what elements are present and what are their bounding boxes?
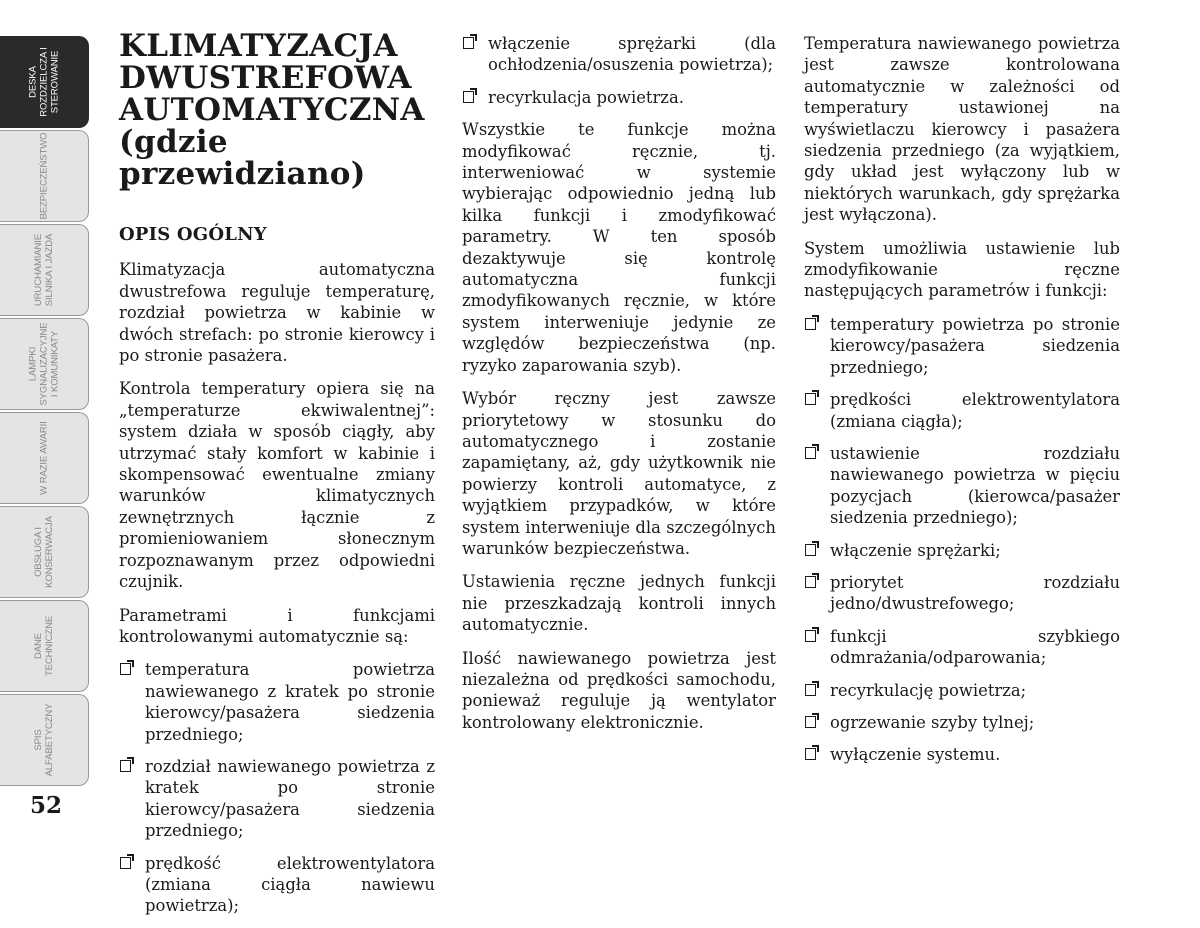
list-item: [804, 314, 1120, 378]
bullet-list: [462, 33, 776, 108]
tab-label: BEZPIECZEŃSTWO: [38, 132, 50, 220]
checkbox-bullet-icon: [805, 630, 816, 642]
list-item-text: temperatura powietrza nawiewanego z kratek po stronie kierowcy/pasażera siedzenia przedniego;: [145, 660, 435, 744]
list-item: [804, 443, 1120, 529]
checkbox-bullet-icon: [805, 684, 816, 696]
list-item-text: rozdział nawiewanego powietrza z kratek po stronie kierowcy/pasażera siedzenia przedniego;: [145, 756, 435, 841]
paragraph: Klimatyzacja automatyczna dwustrefowa reguluje temperaturę, rozdział powietrza w kabinie w dwóch strefach: po stronie kierowcy i po stronie pasażera.: [119, 260, 435, 366]
list-item: [804, 572, 1120, 615]
list-item-text: recyrkulację powietrza;: [830, 680, 1027, 700]
paragraph: Temperatura nawiewanego powietrza jest zawsze kontrolowana automatycznie w zależności od temperatury ustawionej na wyświetlaczu kierowcy i pasażera siedzenia przedniego (za wyjątkiem, gdy układ jest wyłączony lub w niektórych warunkach, gdy sprężarka jest wyłączona).: [804, 34, 1120, 225]
section-heading: OPIS OGÓLNY: [119, 224, 267, 245]
tab-awarii[interactable]: [0, 412, 89, 504]
list-item-text: włączenie sprężarki (dla ochłodzenia/osuszenia powietrza);: [488, 34, 776, 75]
tab-label: DANE TECHNICZNE: [33, 615, 55, 677]
tab-label: SPIS ALFABETYCZNY: [33, 703, 55, 777]
tab-deska-rozdzielcza[interactable]: [0, 36, 89, 128]
list-item-text: funkcji szybkiego odmrażania/odparowania;: [830, 626, 1120, 668]
checkbox-bullet-icon: [805, 748, 816, 760]
checkbox-bullet-icon: [120, 760, 131, 772]
checkbox-bullet-icon: [805, 393, 816, 405]
tab-label: W RAZIE AWARII: [38, 421, 50, 495]
checkbox-bullet-icon: [805, 544, 816, 556]
list-item-text: priorytet rozdziału jedno/dwustrefowego;: [830, 572, 1120, 614]
checkbox-bullet-icon: [463, 91, 474, 103]
bullet-list: [804, 314, 1120, 766]
tab-obsluga[interactable]: [0, 506, 89, 598]
list-item: [119, 756, 435, 842]
list-item: [804, 744, 1120, 765]
checkbox-bullet-icon: [805, 716, 816, 728]
tab-uruchamianie[interactable]: [0, 224, 89, 316]
title-line: DWUSTREFOWA: [119, 60, 412, 96]
list-item-text: włączenie sprężarki;: [830, 540, 1001, 560]
tab-label: URUCHAMIANIE SILNIKA I JAZDA: [33, 233, 55, 307]
list-item-text: ustawienie rozdziału nawiewanego powietrza w pięciu pozycjach (kierowca/pasażer siedzenia przedniego);: [830, 443, 1120, 528]
paragraph: Kontrola temperatury opiera się na „temperaturze ekwiwalentnej”: system działa w sposób ciągły, aby utrzymać stały komfort w kabinie i skompensować ewentualne zmiany warunków klimatycznych zewnętrznych łącznie z promieniowaniem słonecznym rozpoznawanym przez odpowiedni czujnik.: [119, 379, 435, 592]
list-item: [119, 659, 435, 745]
column-1: [119, 30, 435, 928]
list-item-text: temperatury powietrza po stronie kierowcy/pasażera siedzenia przedniego;: [830, 314, 1120, 377]
column-2: [462, 33, 776, 745]
list-item-text: ogrzewanie szyby tylnej;: [830, 712, 1035, 732]
tab-bezpieczenstwo[interactable]: [0, 130, 89, 222]
checkbox-bullet-icon: [120, 663, 131, 675]
list-item: [804, 680, 1120, 701]
list-item: [462, 87, 776, 108]
list-item: [804, 712, 1120, 733]
checkbox-bullet-icon: [120, 857, 131, 869]
title-line: (gdzie przewidziano): [119, 124, 366, 192]
page-title: [119, 30, 435, 190]
paragraph: Ilość nawiewanego powietrza jest niezależna od prędkości samochodu, ponieważ reguluje ją wentylator kontrolowany elektronicznie.: [462, 648, 776, 732]
tab-label: LAMPKI SYGNALIZACYJNE I KOMUNIKATY: [27, 322, 61, 406]
list-item-text: prędkości elektrowentylatora (zmiana ciągła);: [830, 390, 1120, 431]
paragraph: Ustawienia ręczne jednych funkcji nie przeszkadzają kontroli innych automatycznie.: [462, 572, 776, 635]
list-item: [462, 33, 776, 76]
list-item: [804, 540, 1120, 561]
title-line: KLIMATYZACJA: [119, 28, 398, 64]
bullet-list: [119, 659, 435, 916]
column-3: [804, 33, 1120, 777]
list-item: [804, 626, 1120, 669]
checkbox-bullet-icon: [805, 447, 816, 459]
paragraph: Parametrami i funkcjami kontrolowanymi automatycznie są:: [119, 605, 435, 646]
list-item-text: wyłączenie systemu.: [830, 745, 1001, 765]
tab-dane-techniczne[interactable]: [0, 600, 89, 692]
tab-spis[interactable]: [0, 694, 89, 786]
page-number: 52: [30, 792, 63, 819]
list-item-text: prędkość elektrowentylatora (zmiana ciągła nawiewu powietrza);: [145, 853, 435, 916]
checkbox-bullet-icon: [463, 37, 474, 49]
list-item: [119, 853, 435, 917]
tab-label: OBSŁUGA I KONSERWACJA: [33, 516, 55, 588]
tab-lampki[interactable]: [0, 318, 89, 410]
paragraph: System umożliwia ustawienie lub zmodyfikowanie ręczne następujących parametrów i funkcji:: [804, 238, 1120, 301]
checkbox-bullet-icon: [805, 576, 816, 588]
tab-label: DESKA ROZDZIELCZA I STEROWANIE: [27, 47, 61, 117]
list-item-text: recyrkulacja powietrza.: [488, 87, 684, 107]
title-line: AUTOMATYCZNA: [119, 92, 425, 128]
list-item: [804, 389, 1120, 432]
paragraph: Wszystkie te funkcje można modyfikować ręcznie, tj. interweniować w systemie wybierając odpowiednio jedną lub kilka funkcji i zmodyfikować parametry. W ten sposób dezaktywuje się kontrolę automatyczna funkcji zmodyfikowanych ręcznie, w które system interweniuje jedynie ze względów bezpieczeństwa (np. ryzyko zaparowania szyb).: [462, 120, 776, 375]
paragraph: Wybór ręczny jest zawsze priorytetowy w stosunku do automatycznego i zostanie zapamiętany, aż, gdy użytkownik nie powierzy kontroli automatyce, z wyjątkiem przypadków, w które system interweniuje dla szczególnych warunków bezpieczeństwa.: [462, 389, 776, 558]
checkbox-bullet-icon: [805, 318, 816, 330]
